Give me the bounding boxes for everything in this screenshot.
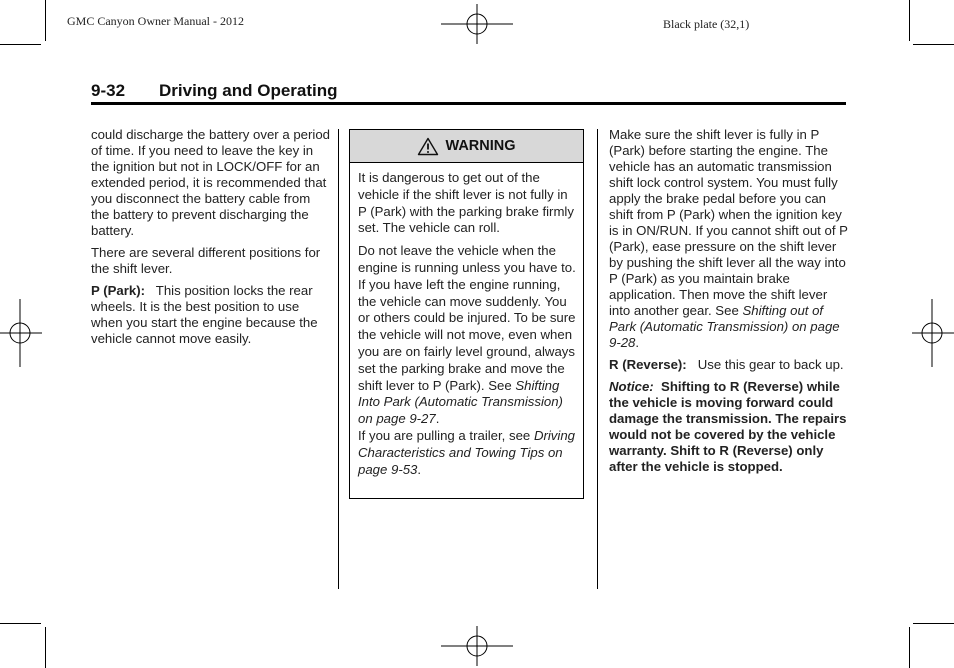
paragraph-park xyxy=(91,283,331,347)
section-heading xyxy=(91,81,846,103)
reverse-label: R (Reverse): xyxy=(609,357,687,372)
warning-box xyxy=(349,129,584,499)
paragraph-reverse xyxy=(609,357,849,373)
warning-p2-reference: Shifting Into Park (Automatic Transmission) on page 9-27 xyxy=(358,377,563,427)
crop-mark-top-left-h xyxy=(0,44,41,45)
heading-rule xyxy=(91,102,846,105)
registration-mark-bottom-icon xyxy=(441,626,513,666)
registration-mark-top-icon xyxy=(441,4,513,44)
warning-p3-end: . xyxy=(417,461,422,477)
notice-label: Notice: xyxy=(609,379,654,394)
crop-mark-top-left-v xyxy=(45,0,46,41)
notice-text: Shifting to R (Reverse) while the vehicle is moving forward could damage the transmission. The repairs would not be covered by the vehicle warranty. Shift to R (Reverse) only after the vehicle is stopped. xyxy=(609,379,847,474)
column-3 xyxy=(609,127,849,481)
shift-lock-text: Make sure the shift lever is fully in P (Park) before starting the engine. The vehicle has an automatic transmission shift lock control system. You must fully apply the brake pedal before you can shift from P (Park) when the ignition key is in ON/RUN. If you cannot shift out of P (Park), ease pressure on the shift lever by pushing the shift lever all the way into P (Park) as you maintain brake application. Then move the shift lever into another gear. See xyxy=(609,127,848,318)
paragraph-shift-lock xyxy=(609,127,849,351)
warning-paragraph-2 xyxy=(358,243,577,428)
paragraph-notice xyxy=(609,379,849,475)
warning-p2-text: Do not leave the vehicle when the engine is running unless you have to. If you have left the engine running, the vehicle can move suddenly. You or others could be injured. To be sure the vehicle will not move, even when you are on fairly level ground, always set the parking brake and move the shift lever to P (Park). See xyxy=(358,243,576,393)
park-text: This position locks the rear wheels. It is the best position to use when you start the engine because the vehicle cannot move easily. xyxy=(91,283,318,346)
paragraph-battery: could discharge the battery over a period of time. If you need to leave the key in the ignition but not in LOCK/OFF for an extended period, it is recommended that you disconnect the battery cable from the battery to prevent discharging the battery. xyxy=(91,127,330,238)
park-label: P (Park): xyxy=(91,283,145,298)
column-divider-2 xyxy=(597,129,598,589)
crop-mark-top-right-h xyxy=(913,44,954,45)
crop-mark-bottom-left-v xyxy=(45,627,46,668)
warning-p3-reference: Driving Characteristics and Towing Tips on page 9-53 xyxy=(358,427,575,477)
page-number: 9-32 xyxy=(91,81,126,100)
warning-body xyxy=(350,163,583,478)
warning-paragraph-1: It is dangerous to get out of the vehicle if the shift lever is not fully in P (Park) with the parking brake firmly set. The vehicle can roll. xyxy=(358,170,574,236)
warning-p3-text: If you are pulling a trailer, see xyxy=(358,427,531,443)
section-title: Driving and Operating xyxy=(159,81,338,100)
crop-mark-bottom-right-h xyxy=(913,623,954,624)
registration-mark-left-icon xyxy=(0,299,42,367)
plate-label: Black plate (32,1) xyxy=(663,17,750,31)
crop-mark-top-right-v xyxy=(909,0,910,41)
column-divider-1 xyxy=(338,129,339,589)
manual-title: GMC Canyon Owner Manual - 2012 xyxy=(67,14,244,28)
paragraph-positions: There are several different positions for the shift lever. xyxy=(91,245,321,276)
shift-lock-reference: Shifting out of Park (Automatic Transmission) on page 9-28 xyxy=(609,303,840,350)
column-1 xyxy=(91,127,331,353)
crop-mark-bottom-left-h xyxy=(0,623,41,624)
warning-title: WARNING xyxy=(445,138,516,154)
warning-p2-end: . xyxy=(435,411,440,427)
reverse-text: Use this gear to back up. xyxy=(697,357,844,372)
warning-paragraph-3 xyxy=(358,428,577,478)
warning-header xyxy=(350,130,583,163)
warning-triangle-icon xyxy=(417,137,439,156)
shift-lock-end: . xyxy=(635,335,640,350)
crop-mark-bottom-right-v xyxy=(909,627,910,668)
registration-mark-right-icon xyxy=(912,299,954,367)
